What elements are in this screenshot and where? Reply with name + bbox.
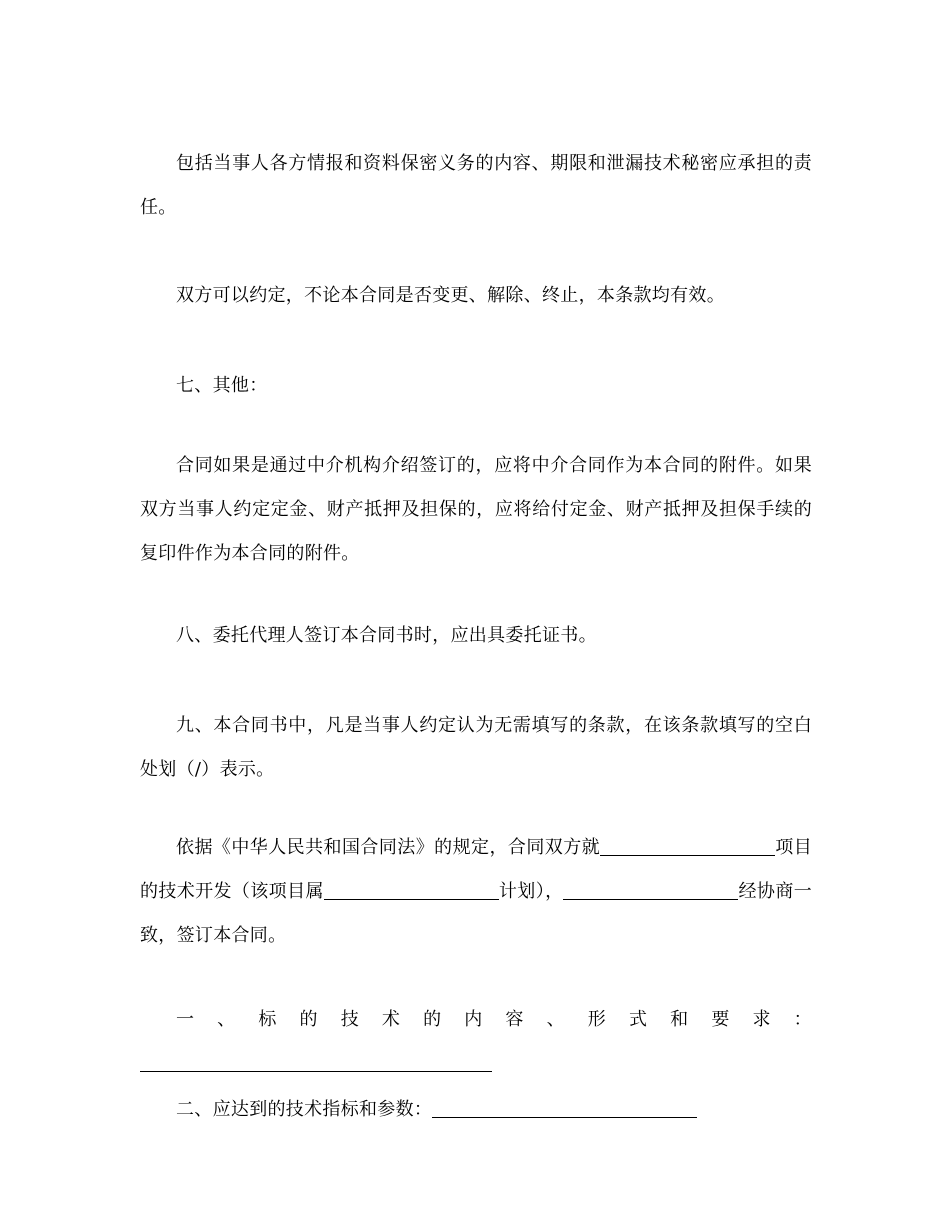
- plan-name-blank[interactable]: [324, 881, 499, 900]
- validity-clause: 双方可以约定，不论本合同是否变更、解除、终止，本条款均有效。: [176, 285, 725, 306]
- contract-preamble: [140, 826, 812, 958]
- section-seven-heading: 七、其他：: [176, 375, 268, 396]
- subject-technology-blank[interactable]: [140, 1053, 492, 1072]
- section-eight-clause: 八、委托代理人签订本合同书时，应出具委托证书。: [176, 625, 597, 646]
- intermediary-clause: 合同如果是通过中介机构介绍签订的，应将中介合同作为本合同的附件。如果双方当事人约定定金、财产抵押及担保的，应将给付定金、财产抵押及担保手续的复印件作为本合同的附件。: [140, 455, 812, 564]
- preamble-text-4: 经协商一致，签订本合同。: [140, 881, 813, 946]
- section-two-label: 二、应达到的技术指标和参数：: [176, 1099, 433, 1120]
- confidentiality-clause: 包括当事人各方情报和资料保密义务的内容、期限和泄漏技术秘密应承担的责任。: [140, 153, 812, 218]
- project-name-blank[interactable]: [600, 837, 775, 856]
- preamble-text-1: 依据《中华人民共和国合同法》的规定，合同双方就: [176, 837, 601, 858]
- section-one-label: 一、标的技术的内容、形式和要求：: [176, 1009, 812, 1030]
- technical-indicators-blank[interactable]: [432, 1099, 697, 1118]
- preamble-text-2: 项目的技术开发（该项目属: [140, 837, 812, 902]
- section-two-line: [140, 1088, 812, 1132]
- preamble-text-3: 计划），: [498, 881, 564, 902]
- section-nine-clause: 九、本合同书中，凡是当事人约定认为无需填写的条款，在该条款填写的空白处划（/）表示。: [140, 715, 812, 780]
- party-info-blank[interactable]: [563, 881, 738, 900]
- section-one-line: [140, 998, 812, 1086]
